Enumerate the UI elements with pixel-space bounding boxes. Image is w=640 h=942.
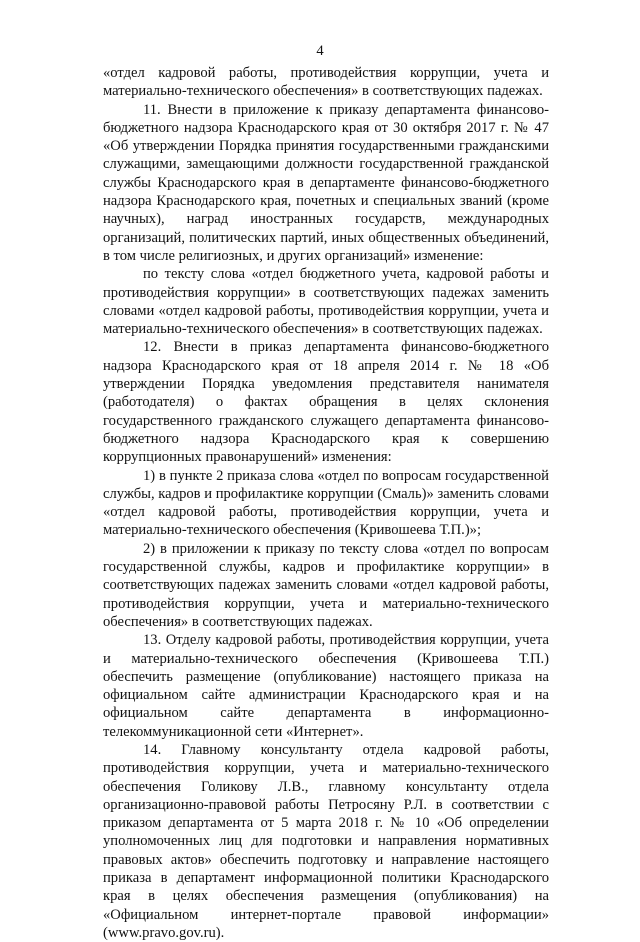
- page-number: 4: [316, 43, 324, 59]
- paragraph-item-13: 13. Отделу кадровой работы, противодействия коррупции, учета и материально-технического обеспечения (Кривошеева Т.П.) обеспечить размещение (опубликование) настоящего приказа на официальном сайте администрации Краснодарского края и на официальном сайте департамента в информационно-телекоммуникационной сети «Интернет».: [103, 632, 549, 740]
- paragraph-item-12-sub-2: 2) в приложении к приказу по тексту слова «отдел по вопросам государственной службы, кадров и профилактике коррупции» в соответствующих падежах заменить словами «отдел кадровой работы, противодействия коррупции, учета и материально-технического обеспечения» в соответствующих падежах.: [103, 540, 549, 630]
- document-body: [103, 64, 549, 942]
- paragraph-continuation: «отдел кадровой работы, противодействия коррупции, учета и материально-технического обеспечения» в соответствующих падежах.: [103, 65, 549, 100]
- paragraph-item-12-sub-1: 1) в пункте 2 приказа слова «отдел по вопросам государственной службы, кадров и профилактике коррупции (Смаль)» заменить словами «отдел кадровой работы, противодействия коррупции, учета и материально-технического обеспечения (Кривошеева Т.П.)»;: [103, 467, 549, 539]
- paragraph-item-12: 12. Внести в приказ департамента финансово-бюджетного надзора Краснодарского края от 18 апреля 2014 г. № 18 «Об утверждении Порядка уведомления представителя нанимателя (работодателя) о фактах обращения в целях склонения государственного гражданского служащего департамента финансово-бюджетного надзора Краснодарского края к совершению коррупционных правонарушений» изменения:: [103, 339, 549, 466]
- paragraph-item-11-change: по тексту слова «отдел бюджетного учета, кадровой работы и противодействия коррупции» в соответствующих падежах заменить словами «отдел кадровой работы, противодействия коррупции, учета и материально-технического обеспечения» в соответствующих падежах.: [103, 266, 549, 338]
- paragraph-item-11: 11. Внести в приложение к приказу департамента финансово-бюджетного надзора Краснодарского края от 30 октября 2017 г. № 47 «Об утверждении Порядка принятия государственными гражданскими служащими, замещающими должности государственной гражданской службы Краснодарского края в департаменте финансово-бюджетного надзора Краснодарского края, почетных и специальных званий (кроме научных), наград иностранных государств, международных организаций, политических партий, иных общественных объединений, в том числе религиозных, и других организаций» изменение:: [103, 101, 549, 264]
- paragraph-item-14: 14. Главному консультанту отдела кадровой работы, противодействия коррупции, учета и материально-технического обеспечения Голикову Л.В., главному консультанту отдела организационно-правовой работы Петросяну Р.Л. в соответствии с приказом департамента от 5 марта 2018 г. № 10 «Об определении уполномоченных лиц для подготовки и направления нормативных правовых актов» обеспечить подготовку и направление настоящего приказа в департамент информационной политики Краснодарского края в целях обеспечения размещения (опубликования) на «Официальном интернет-портале правовой информации» (www.pravo.gov.ru).: [103, 741, 549, 941]
